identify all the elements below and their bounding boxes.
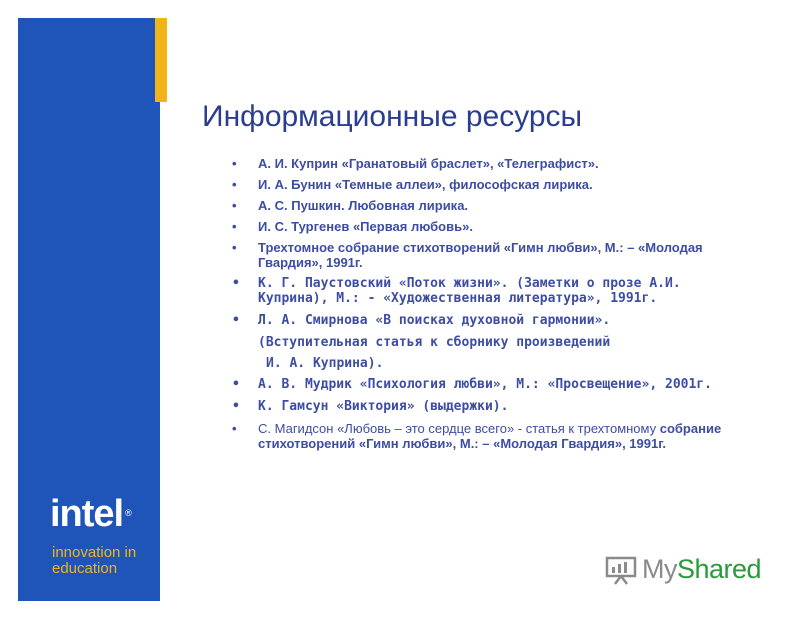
- resource-list: [232, 156, 752, 457]
- list-item-text: К. Г. Паустовский «Поток жизни». (Заметки о прозе А.И. Куприна), М.: - «Художественная литература», 1991г.: [258, 276, 681, 306]
- list-item-continuation: [232, 356, 752, 371]
- myshared-watermark: [604, 554, 761, 585]
- bullet: •: [232, 276, 240, 291]
- bullet: •: [232, 219, 237, 234]
- list-item-text-light: С. Магидсон «Любовь – это сердце всего» - статья к трехтомному: [258, 421, 660, 436]
- list-item-text: И. С. Тургенев «Первая любовь».: [258, 219, 473, 234]
- list-item-text: (Вступительная статья к сборнику произведений: [258, 335, 611, 350]
- list-item-text: К. Гамсун «Виктория» (выдержки).: [258, 399, 509, 414]
- list-item-text: А. И. Куприн «Гранатовый браслет», «Телеграфист».: [258, 156, 599, 171]
- presentation-board-icon: [604, 555, 638, 585]
- list-item-text-bold: собрание стихотворений «Гимн любви», М.: – «Молодая Гвардия», 1991г.: [258, 421, 722, 451]
- list-item: [232, 377, 752, 392]
- list-item-continuation: [232, 335, 752, 350]
- list-item-text: А. В. Мудрик «Психология любви», М.: «Просвещение», 2001г.: [258, 377, 712, 392]
- intel-logo: [50, 493, 137, 577]
- logo-tagline-1: innovation in: [52, 544, 137, 561]
- list-item: [232, 313, 752, 328]
- bullet: •: [232, 313, 240, 328]
- bullet: •: [232, 156, 237, 171]
- watermark-text: [642, 554, 761, 585]
- accent-bar: [155, 18, 167, 102]
- list-item: [232, 156, 752, 171]
- list-item-text: И. А. Куприна).: [266, 356, 384, 371]
- list-item-text: Трехтомное собрание стихотворений «Гимн любви», М.: – «Молодая Гвардия», 1991г.: [258, 240, 703, 270]
- list-item-text: А. С. Пушкин. Любовная лирика.: [258, 198, 469, 213]
- bullet: •: [232, 399, 240, 414]
- watermark-shared: Shared: [677, 554, 762, 584]
- bullet: •: [232, 240, 237, 255]
- bullet: •: [232, 421, 237, 436]
- list-item: [232, 399, 752, 414]
- slide-title: Информационные ресурсы: [202, 100, 583, 133]
- logo-reg-mark: ®: [125, 508, 132, 518]
- list-item: [232, 276, 752, 306]
- list-item: [232, 177, 752, 192]
- list-item: [232, 240, 752, 270]
- watermark-my: My: [642, 554, 677, 584]
- logo-brand: intel: [50, 493, 124, 535]
- bullet: •: [232, 198, 237, 213]
- bullet: •: [232, 377, 240, 392]
- list-item: [232, 219, 752, 234]
- list-item: [232, 421, 752, 451]
- bullet: •: [232, 177, 237, 192]
- list-item-text: Л. А. Смирнова «В поисках духовной гармонии».: [258, 313, 611, 328]
- logo-tagline-2: education: [52, 560, 118, 577]
- list-item: [232, 198, 752, 213]
- list-item-text: И. А. Бунин «Темные аллеи», философская лирика.: [258, 177, 593, 192]
